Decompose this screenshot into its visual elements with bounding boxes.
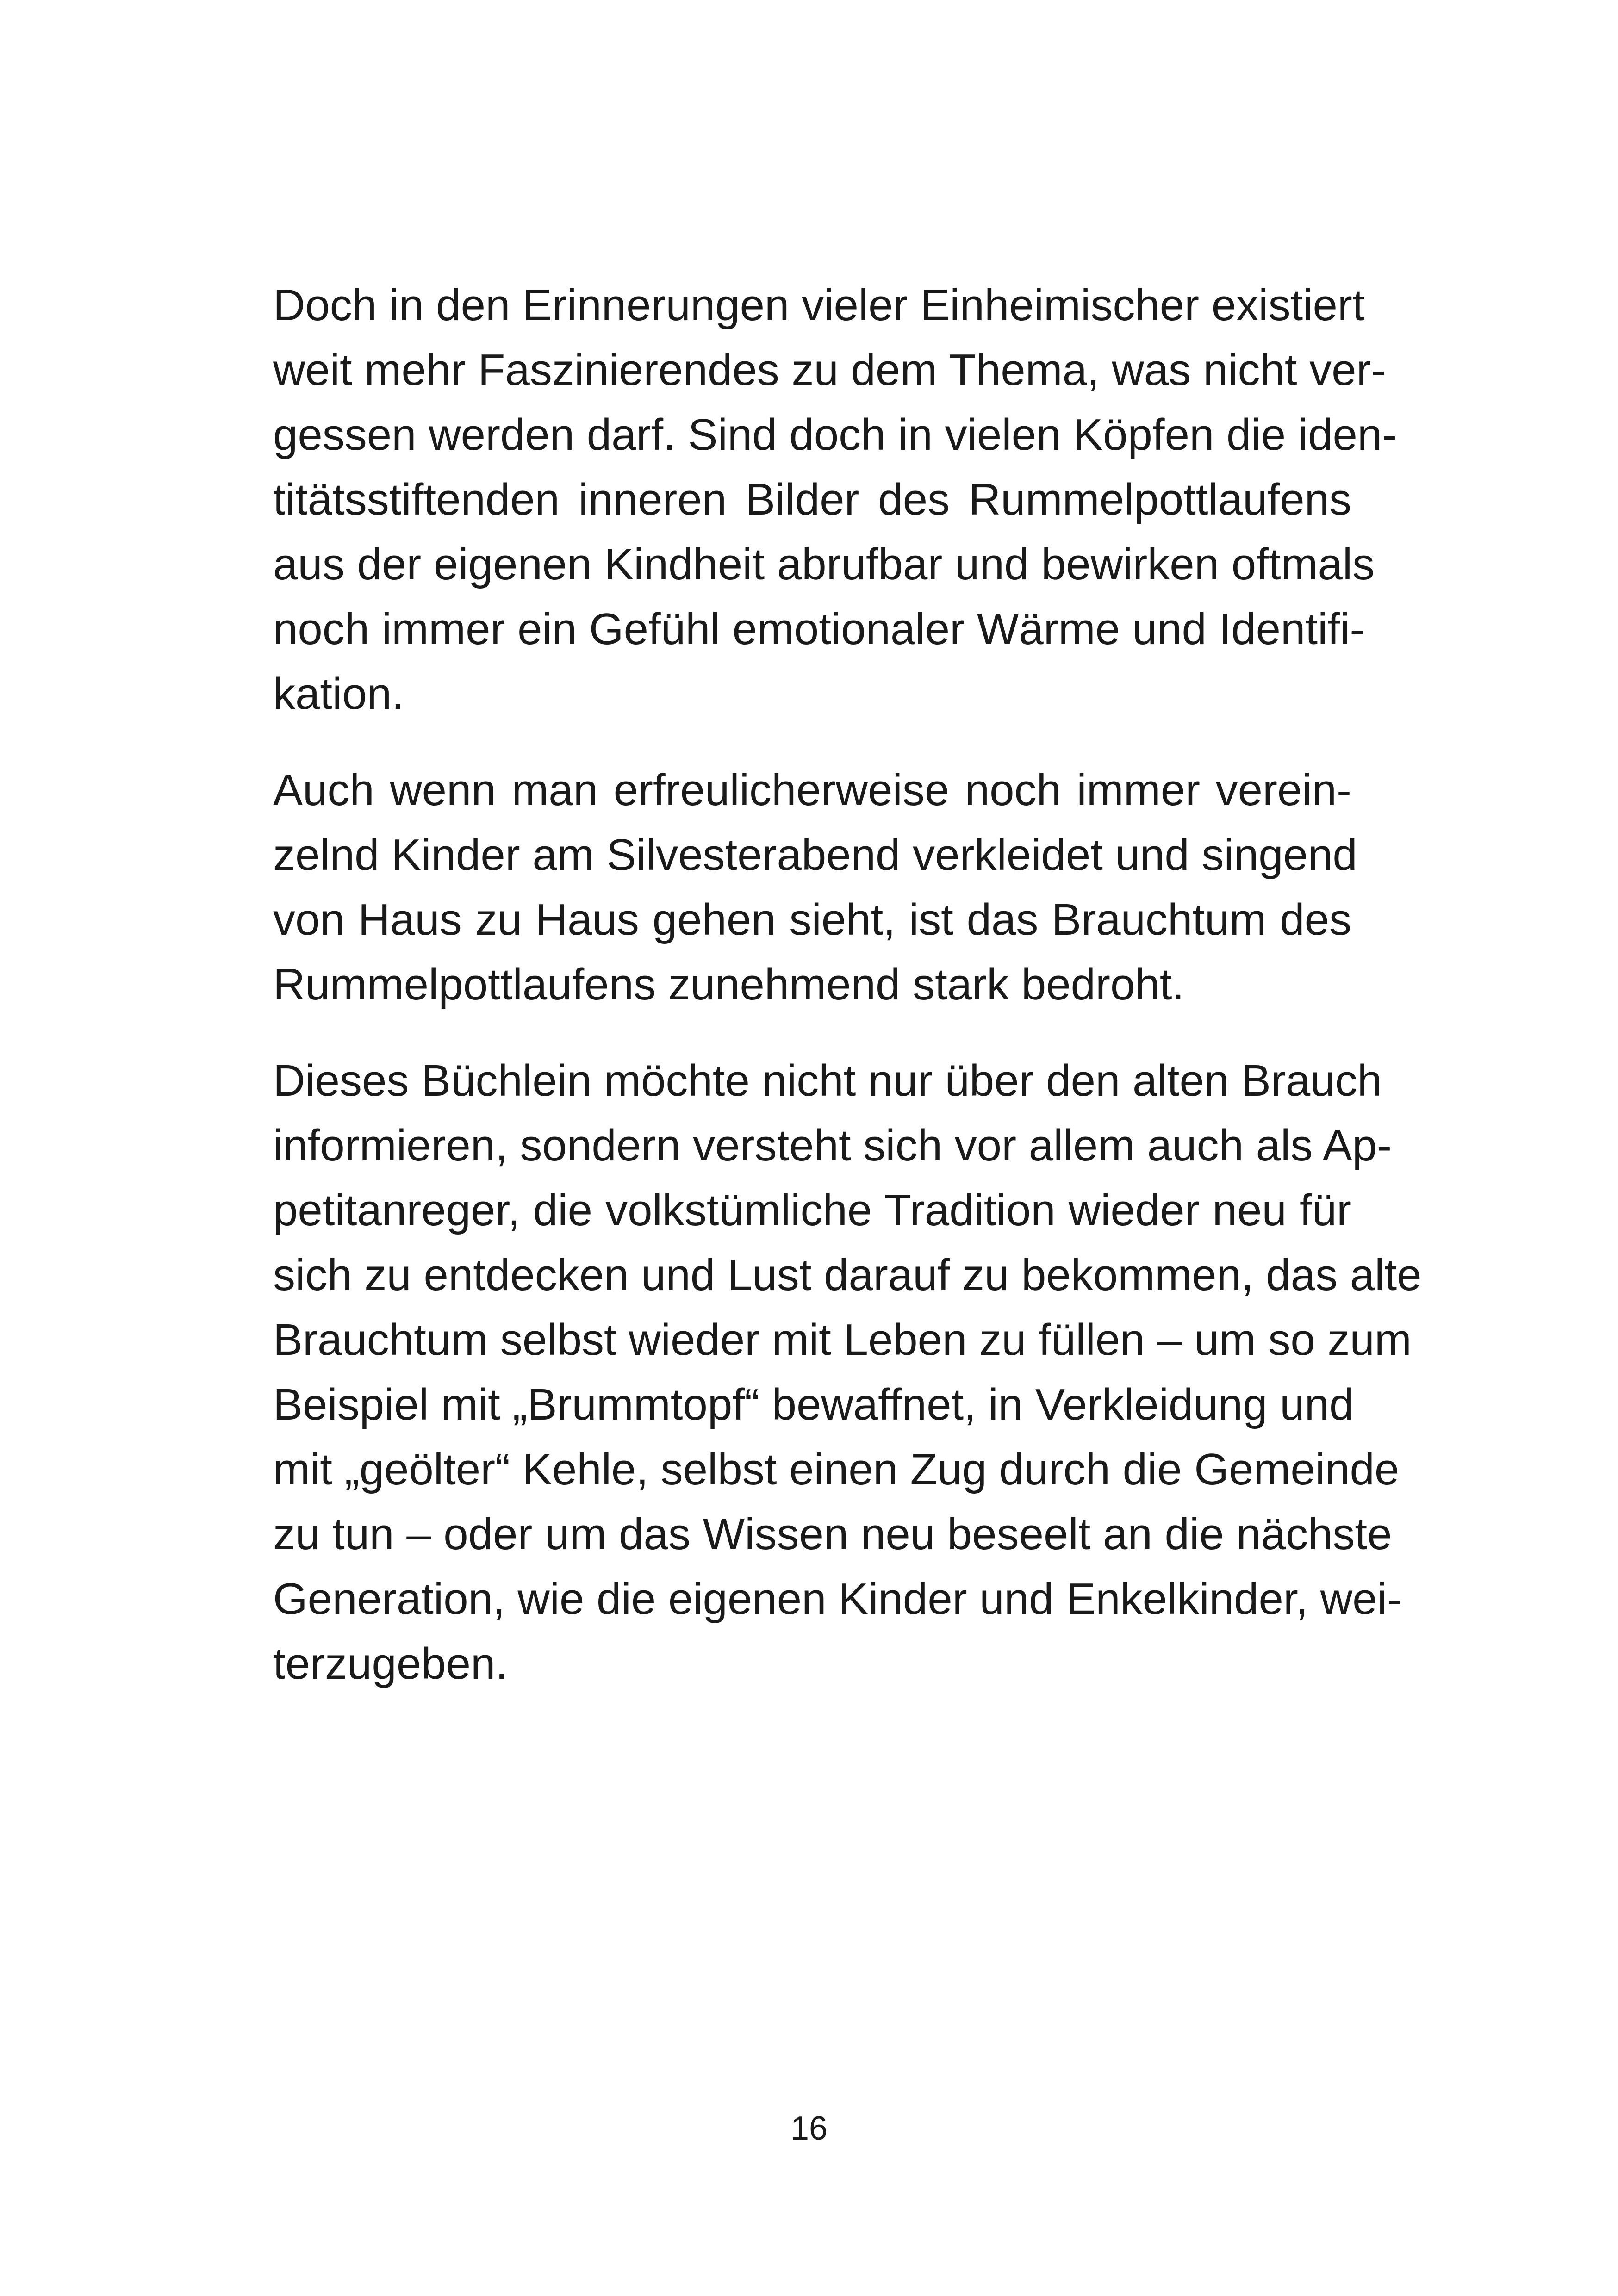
text-line: Generation, wie die eigenen Kinder und Enkelkinder, wei-	[273, 1574, 1402, 1624]
text-line: weit mehr Faszinierendes zu dem Thema, was nicht ver-	[273, 345, 1386, 395]
text-line: Brauchtum selbst wieder mit Leben zu füllen – um so zum	[273, 1315, 1412, 1365]
page-number: 16	[790, 2110, 828, 2147]
text-line: Auch wenn man erfreulicherweise noch immer verein-	[273, 765, 1351, 815]
text-line: titätsstiftenden inneren Bilder des Rummelpottlaufens	[273, 475, 1351, 524]
text-line: informieren, sondern versteht sich vor allem auch als Ap-	[273, 1121, 1392, 1170]
text-line: aus der eigenen Kindheit abrufbar und bewirken oftmals	[273, 540, 1375, 589]
text-line: kation.	[273, 669, 404, 719]
text-line: petitanreger, die volkstümliche Tradition wieder neu für	[273, 1185, 1351, 1235]
text-line: gessen werden darf. Sind doch in vielen Köpfen die iden-	[273, 410, 1397, 459]
text-line: Beispiel mit „Brummtopf“ bewaffnet, in Verkleidung und	[273, 1380, 1354, 1429]
text-line: terzugeben.	[273, 1639, 508, 1688]
paragraph-2	[273, 758, 1357, 1017]
paragraph-3	[273, 1049, 1422, 1696]
text-line: mit „geölter“ Kehle, selbst einen Zug durch die Gemeinde	[273, 1445, 1400, 1494]
text-line: Rummelpottlaufens zunehmend stark bedroht.	[273, 960, 1185, 1009]
text-line: sich zu entdecken und Lust darauf zu bekommen, das alte	[273, 1250, 1422, 1300]
text-line: Dieses Büchlein möchte nicht nur über den alten Brauch	[273, 1056, 1382, 1105]
text-line: zelnd Kinder am Silvesterabend verkleidet und singend	[273, 830, 1357, 880]
text-line: Doch in den Erinnerungen vieler Einheimischer existiert	[273, 280, 1365, 330]
text-line: noch immer ein Gefühl emotionaler Wärme und Identifi-	[273, 604, 1365, 654]
paragraph-1	[273, 273, 1397, 726]
text-line: zu tun – oder um das Wissen neu beseelt an die nächste	[273, 1509, 1392, 1559]
text-line: von Haus zu Haus gehen sieht, ist das Brauchtum des	[273, 895, 1351, 944]
body-text	[273, 273, 1422, 1728]
